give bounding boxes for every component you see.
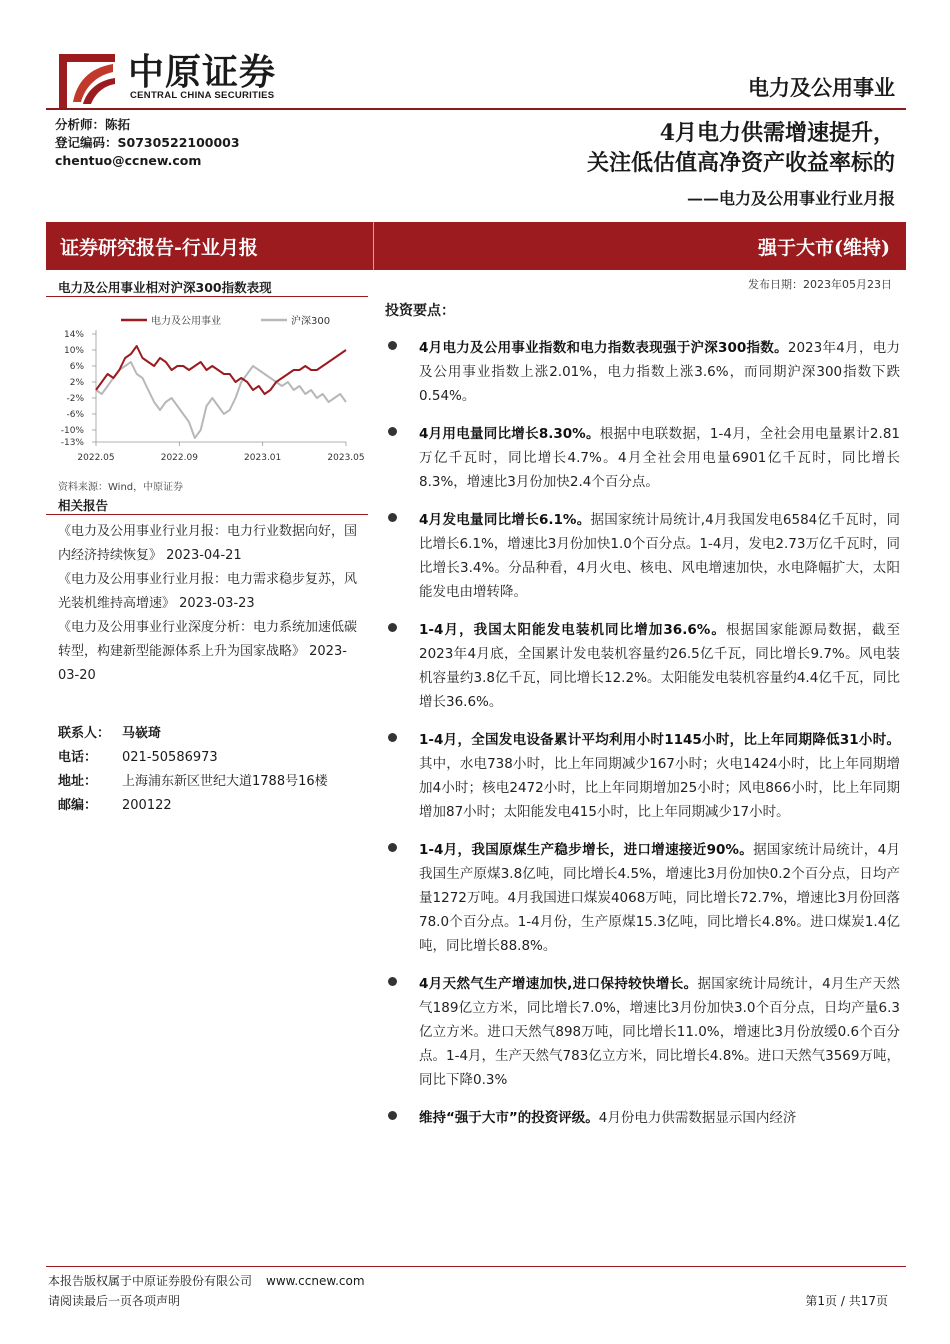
related-reports-divider bbox=[46, 514, 368, 515]
y-tick-label: 10% bbox=[63, 346, 84, 356]
rating-label: 强于大市(维持) bbox=[758, 237, 890, 259]
y-tick-label: -13% bbox=[60, 438, 84, 448]
bullet-icon bbox=[388, 623, 397, 632]
bullet-icon bbox=[388, 977, 397, 986]
key-point-headline: 4月用电量同比增长8.30%。 bbox=[419, 426, 600, 442]
bullet-icon bbox=[388, 427, 397, 436]
y-tick-label: 6% bbox=[69, 362, 84, 372]
company-logo-text: 中原证券 bbox=[128, 51, 277, 93]
key-point-headline: 1-4月，我国太阳能发电装机同比增加36.6%。 bbox=[419, 622, 726, 638]
key-point-text: 其中，水电738小时，比上年同期减少167小时；火电1424小时，比上年同期增加4小时；核电2472小时，比上年同期增加25小时；风电866小时，比上年同期增加87小时；太阳能发电415小时，比上年同期减少17小时。 bbox=[419, 756, 900, 820]
x-tick-label: 2023.05 bbox=[327, 453, 365, 463]
related-reports-list bbox=[58, 520, 363, 688]
report-title-line2: 关注低估值高净资产收益率标的 bbox=[586, 150, 895, 176]
key-point-text: 据国家统计局统计，4月生产天然气189亿立方米，同比增长7.0%，增速比3月份加快3.0个百分点，日均产量6.3亿立方米。进口天然气898万吨，同比增长11.0%，增速比3月份放缓0.6个百分点。1-4月，生产天然气783亿立方米，同比增长4.8%。进口天然气3569万吨，同比下降0.3% bbox=[419, 976, 900, 1088]
legend-label: 电力及公用事业 bbox=[151, 316, 221, 327]
band-separator bbox=[373, 222, 374, 270]
zip-value: 200122 bbox=[122, 798, 172, 813]
bullet-icon bbox=[388, 843, 397, 852]
analyst-info bbox=[55, 116, 240, 170]
footer-disclaimer: 请阅读最后一页各项声明 bbox=[48, 1294, 181, 1308]
company-logo-mark bbox=[55, 52, 121, 110]
bullet-icon bbox=[388, 341, 397, 350]
footer-url[interactable]: www.ccnew.com bbox=[266, 1274, 365, 1288]
analyst-name: 分析师：陈拓 bbox=[55, 117, 131, 132]
copyright-text: 本报告版权属于中原证券股份有限公司 bbox=[48, 1274, 253, 1288]
bullet-icon bbox=[388, 513, 397, 522]
key-point bbox=[385, 508, 900, 604]
report-title bbox=[587, 118, 895, 178]
page-number: 第1页 / 共17页 bbox=[805, 1294, 888, 1308]
key-point-headline: 4月发电量同比增长6.1%。 bbox=[419, 512, 591, 528]
report-subtitle: ——电力及公用事业行业月报 bbox=[686, 189, 895, 208]
publish-date: 发布日期：2023年05月23日 bbox=[748, 278, 892, 291]
zip-label: 邮编： bbox=[58, 798, 98, 813]
x-tick-label: 2022.05 bbox=[77, 453, 115, 463]
analyst-registration: 登记编码：S0730522100003 bbox=[55, 135, 240, 150]
y-tick-label: -6% bbox=[66, 410, 84, 420]
related-report-item[interactable]: 《电力及公用事业行业深度分析：电力系统加速低碳转型，构建新型能源体系上升为国家战略》 2023-03-20 bbox=[58, 620, 358, 683]
key-point bbox=[385, 336, 900, 408]
chart-source-note: 资料来源：Wind，中原证券 bbox=[58, 482, 184, 493]
key-point-headline: 维持“强于大市”的投资评级。 bbox=[419, 1110, 599, 1126]
key-points-list bbox=[385, 336, 900, 1144]
key-point-headline: 1-4月，全国发电设备累计平均利用小时1145小时，比上年同期降低31小时。 bbox=[419, 732, 900, 748]
related-report-item[interactable]: 《电力及公用事业行业月报：电力需求稳步复苏，风光装机维持高增速》 2023-03-23 bbox=[58, 572, 358, 611]
report-title-line1: 4月电力供需增速提升， bbox=[659, 120, 895, 146]
analyst-email[interactable]: chentuo@ccnew.com bbox=[55, 153, 202, 168]
key-points-title: 投资要点： bbox=[385, 303, 455, 319]
report-type-label: 证券研究报告-行业月报 bbox=[60, 237, 258, 259]
contact-person: 马嵚琦 bbox=[122, 726, 162, 741]
key-point-headline: 1-4月，我国原煤生产稳步增长，进口增速接近90%。 bbox=[419, 842, 754, 858]
relative-performance-chart bbox=[46, 302, 371, 472]
key-point bbox=[385, 728, 900, 824]
key-point-text: 4月份电力供需数据显示国内经济 bbox=[598, 1110, 797, 1126]
chart-section-title: 电力及公用事业相对沪深300指数表现 bbox=[58, 280, 272, 295]
key-point bbox=[385, 422, 900, 494]
phone-label: 电话： bbox=[58, 750, 98, 765]
footer-divider bbox=[46, 1266, 906, 1267]
header-divider bbox=[46, 108, 906, 110]
address-label: 地址： bbox=[58, 774, 98, 789]
chart-title-divider bbox=[46, 296, 368, 297]
key-point bbox=[385, 838, 900, 958]
related-report-item[interactable]: 《电力及公用事业行业月报：电力行业数据向好，国内经济持续恢复》 2023-04-21 bbox=[58, 524, 358, 563]
key-point-text: 根据中电联数据，1-4月，全社会用电量累计2.81万亿千瓦时，同比增长4.7%。4月全社会用电量6901亿千瓦时，同比增长8.3%，增速比3月份加快2.4个百分点。 bbox=[419, 426, 900, 490]
footer-copyright bbox=[48, 1272, 365, 1289]
contact-info bbox=[58, 722, 328, 818]
series-line bbox=[96, 346, 346, 394]
key-point-headline: 4月天然气生产增速加快,进口保持较快增长。 bbox=[419, 976, 698, 992]
x-tick-label: 2022.09 bbox=[160, 453, 198, 463]
key-point-text: 根据国家能源局数据，截至2023年4月底，全国累计发电装机容量约26.5亿千瓦，同比增长9.7%。风电装机容量约3.8亿千瓦，同比增长12.2%。太阳能发电装机容量约4.4亿千瓦，同比增长36.6%。 bbox=[419, 622, 901, 710]
sector-label: 电力及公用事业 bbox=[748, 75, 895, 100]
address-value: 上海浦东新区世纪大道1788号16楼 bbox=[122, 774, 328, 789]
bullet-icon bbox=[388, 1111, 397, 1120]
y-tick-label: 14% bbox=[63, 330, 84, 340]
bullet-icon bbox=[388, 733, 397, 742]
key-point-text: 2023年4月，电力及公用事业指数上涨2.01%，电力指数上涨3.6%，而同期沪深300指数下跌0.54%。 bbox=[419, 340, 901, 404]
company-logo-english: CENTRAL CHINA SECURITIES bbox=[130, 90, 275, 101]
series-line bbox=[96, 362, 346, 438]
y-tick-label: -10% bbox=[60, 426, 84, 436]
y-tick-label: -2% bbox=[66, 394, 84, 404]
x-tick-label: 2023.01 bbox=[244, 453, 282, 463]
phone-value: 021-50586973 bbox=[122, 750, 218, 765]
related-reports-title: 相关报告 bbox=[58, 498, 109, 513]
key-point-headline: 4月电力及公用事业指数和电力指数表现强于沪深300指数。 bbox=[419, 340, 788, 356]
key-point-text: 据国家统计局统计，4月我国生产原煤3.8亿吨，同比增长4.5%，增速比3月份加快0.2个百分点，日均产量1272万吨。4月我国进口煤炭4068万吨，同比增长72.7%，增速比3月份回落78.0个百分点。1-4月份，生产原煤15.3亿吨，同比增长4.8%。进口煤炭1.4亿吨，同比增长88.8%。 bbox=[419, 842, 900, 954]
key-point bbox=[385, 972, 900, 1092]
y-tick-label: 2% bbox=[69, 378, 84, 388]
key-point bbox=[385, 1106, 900, 1130]
legend-label: 沪深300 bbox=[291, 316, 331, 327]
key-point bbox=[385, 618, 900, 714]
contact-person-label: 联系人： bbox=[58, 726, 111, 741]
key-point-text: 据国家统计局统计,4月我国发电6584亿千瓦时，同比增长6.1%，增速比3月份加快1.0个百分点。1-4月，发电2.73万亿千瓦时，同比增长3.4%。分品种看，4月火电、核电、风电增速加快，水电降幅扩大，太阳能发电由增转降。 bbox=[419, 512, 900, 600]
